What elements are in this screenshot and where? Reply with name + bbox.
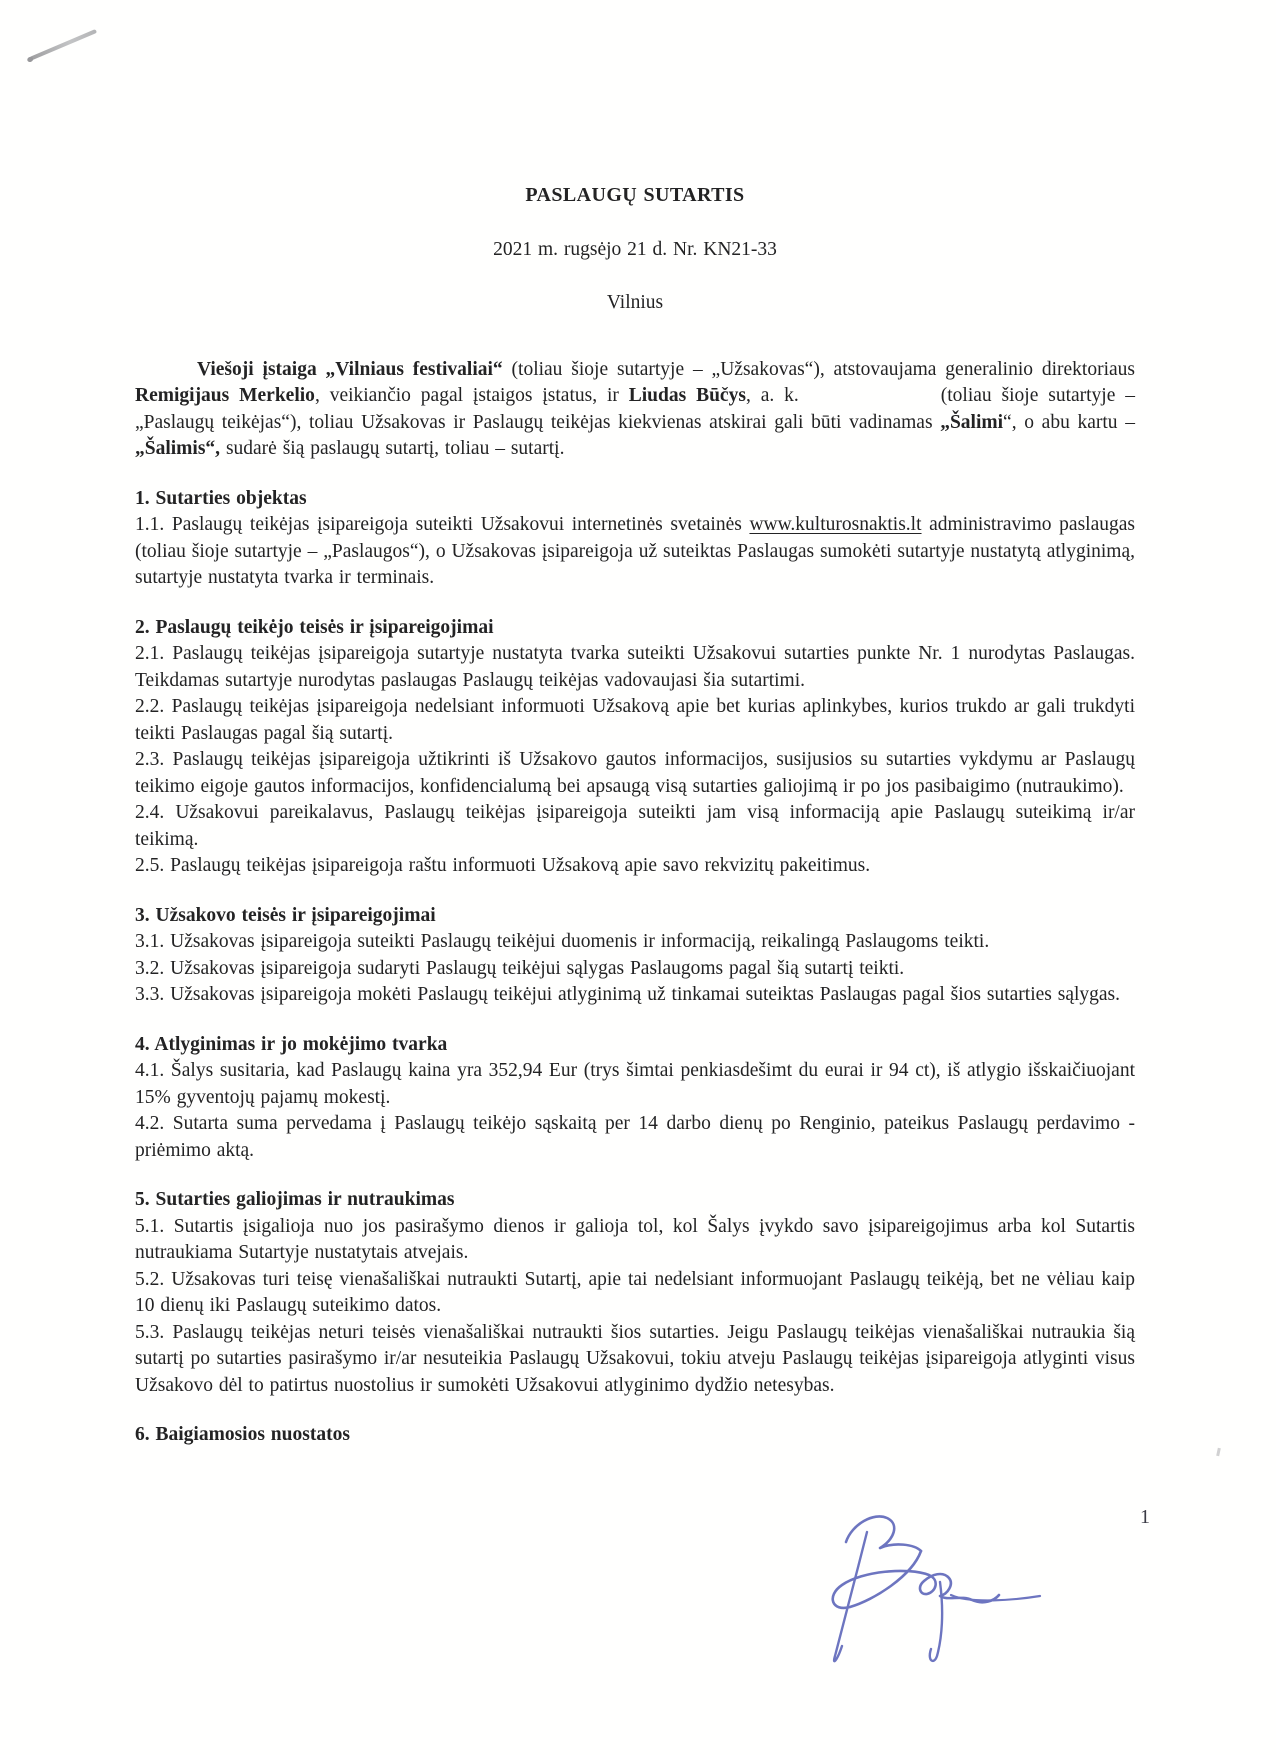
clause-5-2: 5.2. Užsakovas turi teisę vienašališkai nutraukti Sutartį, apie tai nedelsiant informuojant Paslaugų teikėją, bet ne vėliau kaip 10 dienų iki Paslaugų suteikimo datos. [135, 1268, 1135, 1316]
intro-text: “, o abu kartu – [1003, 411, 1135, 433]
website-link: www.kulturosnaktis.lt [749, 514, 922, 535]
page-number: 1 [1140, 1506, 1150, 1528]
intro-text: , a. k. [745, 385, 799, 406]
contract-section-2 [135, 615, 1135, 880]
clause-3-3: 3.3. Užsakovas įsipareigoja mokėti Paslaugų teikėjui atlyginimą už tinkamai suteiktas Paslaugas pagal šios sutarties sąlygas. [135, 984, 1121, 1005]
intro-paragraph [135, 357, 1135, 463]
intro-text: , veikiančio pagal įstaigos įstatus, ir [314, 385, 629, 406]
document-number-line: 2021 m. rugsėjo 21 d. Nr. KN21-33 [493, 238, 777, 260]
section-heading: 3. Užsakovo teisės ir įsipareigojimai [135, 904, 436, 926]
clause-2-1: 2.1. Paslaugų teikėjas įsipareigoja sutartyje nustatyta tvarka suteikti Užsakovui sutarties punkte Nr. 1 nurodytas Paslaugas. Teikdamas sutartyje nurodytas paslaugas Paslaugų teikėjas vadovaujasi šia sutartimi. [135, 643, 1135, 691]
clause-4-2: 4.2. Sutarta suma pervedama į Paslaugų teikėjo sąskaitą per 14 darbo dienų po Renginio, pateikus Paslaugų perdavimo - priėmimo aktą. [135, 1113, 1135, 1161]
document-city: Vilnius [606, 292, 664, 313]
director-name: Remigijaus Merkelio [135, 385, 315, 406]
contract-section-4 [135, 1032, 1135, 1165]
document-body [135, 182, 1135, 1449]
clause-2-4: 2.4. Užsakovui pareikalavus, Paslaugų teikėjas įsipareigoja suteikti jam visą informaciją apie Paslaugų suteikimą ir/ar teikimą. [135, 802, 1135, 850]
clause-1-1 [135, 512, 1135, 592]
term-salimis: „Šalimis“, [135, 438, 221, 459]
clause-5-3: 5.3. Paslaugų teikėjas neturi teisės vienašališkai nutraukti šios sutarties. Jeigu Paslaugų teikėjas vienašališkai nutraukia šią sutartį po sutarties pasirašymo ir/ar nesuteikia Paslaugų Užsakovui, tokiu atveju Paslaugų teikėjas įsipareigoja atlyginti visus Užsakovo dėl to patirtus nuostolius ir sumokėti Užsakovui atlyginimo dydžio netesybas. [135, 1321, 1135, 1396]
handwritten-signature [790, 1488, 1090, 1728]
section-heading: 2. Paslaugų teikėjo teisės ir įsipareigojimai [135, 616, 494, 638]
clause-4-1: 4.1. Šalys susitaria, kad Paslaugų kaina yra 352,94 Eur (trys šimtai penkiasdešimt du eurai ir 94 ct), iš atlygio išskaičiuojant 15% gyventojų pajamų mokestį. [135, 1060, 1135, 1108]
provider-name: Liudas Būčys [628, 385, 746, 406]
clause-text: administravimo paslaugas (toliau šioje sutartyje – „Paslaugos“), o Užsakovas įsipareigoja už suteiktas Paslaugas sumokėti sutartyje nustatytą atlyginimą, sutartyje nustatyta tvarka ir terminais. [135, 514, 1135, 588]
clause-text: 1.1. Paslaugų teikėjas įsipareigoja suteikti Užsakovui internetinės svetainės [135, 514, 750, 535]
contract-section-6 [135, 1422, 1135, 1449]
term-salimi: „Šalimi [940, 411, 1004, 433]
document-title: PASLAUGŲ SUTARTIS [525, 184, 745, 206]
contract-section-3 [135, 903, 1135, 1009]
clause-2-2: 2.2. Paslaugų teikėjas įsipareigoja nedelsiant informuoti Užsakovą apie bet kurias aplinkybes, kurios trukdo ar gali trukdyti teikti Paslaugas pagal šią sutartį. [135, 696, 1135, 744]
intro-text: (toliau šioje sutartyje – „Užsakovas“), atstovaujama generalinio direktoriaus [502, 358, 1135, 380]
scan-dust-speck [1216, 1448, 1221, 1456]
section-heading: 5. Sutarties galiojimas ir nutraukimas [135, 1189, 455, 1210]
clause-3-1: 3.1. Užsakovas įsipareigoja suteikti Paslaugų teikėjui duomenis ir informaciją, reikalingą Paslaugoms teikti. [135, 931, 990, 952]
clause-5-1: 5.1. Sutartis įsigalioja nuo jos pasirašymo dienos ir galioja tol, kol Šalys įvykdo savo įsipareigojimus arba kol Sutartis nutraukiama Sutartyje nustatytais atvejais. [135, 1215, 1135, 1263]
clause-2-5: 2.5. Paslaugų teikėjas įsipareigoja raštu informuoti Užsakovą apie savo rekvizitų pakeitimus. [135, 855, 871, 876]
contract-section-5 [135, 1187, 1135, 1399]
section-heading: 1. Sutarties objektas [135, 487, 307, 509]
intro-text: (toliau šioje sutartyje – „Paslaugų teikėjas“), toliau Užsakovas ir Paslaugų teikėjas kiekvienas atskirai gali būti vadinamas [135, 385, 1136, 433]
contract-section-1 [135, 486, 1135, 592]
pen-scan-artifact [29, 29, 97, 61]
intro-text: sudarė šią paslaugų sutartį, toliau – sutartį. [220, 438, 565, 459]
party-client-name: Viešoji įstaiga „Vilniaus festivaliai“ [197, 358, 503, 380]
clause-2-3: 2.3. Paslaugų teikėjas įsipareigoja užtikrinti iš Užsakovo gautos informacijos, susijusios su sutarties vykdymu ar Paslaugų teikimo eigoje gautos informacijos, konfidencialumą bei apsaugą visą sutarties galiojimą ir po jos pasibaigimo (nutraukimo). [135, 749, 1135, 797]
section-heading: 6. Baigiamosios nuostatos [135, 1424, 350, 1445]
section-heading: 4. Atlyginimas ir jo mokėjimo tvarka [135, 1033, 448, 1055]
clause-3-2: 3.2. Užsakovas įsipareigoja sudaryti Paslaugų teikėjui sąlygas Paslaugoms pagal šią sutartį teikti. [135, 957, 905, 979]
